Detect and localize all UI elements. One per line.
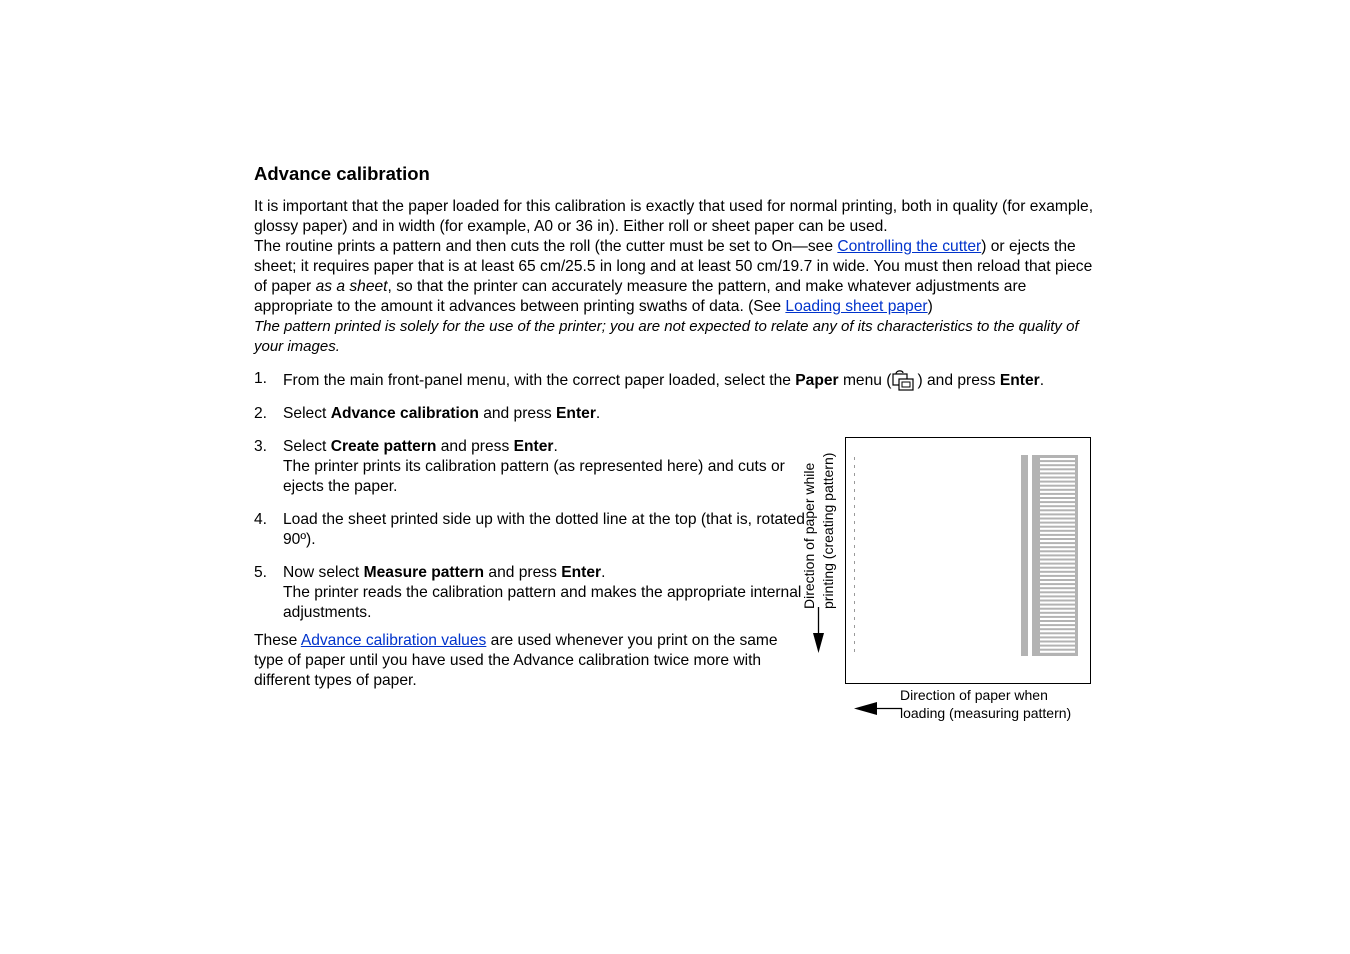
pattern-stripe (1040, 520, 1075, 522)
pattern-stripe (1040, 577, 1075, 579)
pattern-stripe (1040, 474, 1075, 476)
pattern-stripe (1040, 606, 1075, 608)
page-title: Advance calibration (254, 163, 430, 184)
pattern-stripe (1040, 499, 1075, 501)
pattern-stripe (1040, 561, 1075, 563)
pattern-stripe (1040, 618, 1075, 620)
pattern-solid-bar (1021, 455, 1028, 656)
horizontal-direction-label-line1: Direction of paper when (900, 687, 1048, 703)
pattern-stripe (1040, 626, 1075, 628)
pattern-stripe (1040, 651, 1075, 653)
pattern-stripe (1040, 495, 1075, 497)
pattern-stripe (1040, 487, 1075, 489)
controlling-the-cutter-link[interactable]: Controlling the cutter (837, 238, 982, 255)
horizontal-direction-label-line2: loading (measuring pattern) (900, 705, 1072, 721)
left-arrow-icon (854, 702, 902, 715)
step-4: 4. Load the sheet printed side up with the dotted line at the top (that is, rotated 90º). (254, 511, 805, 548)
pattern-stripe (1040, 585, 1075, 587)
pattern-stripe (1040, 515, 1075, 517)
advance-calibration-values-link[interactable]: Advance calibration values (300, 632, 487, 649)
step-3: 3. Select Create pattern and press Enter. The printer prints its calibration pattern (as represented here) and cuts or ejects the paper. (254, 438, 785, 495)
intro-paragraph-2: The routine prints a pattern and then cuts the roll (the cutter must be set to On—see Controlling the cutter) or ejects the sheet; it requires paper that is at least 65 cm/25.5 in long and at least 50 cm/19.7 in wide. You must then reload that piece of paper as a sheet, so that the printer can accurately measure the pattern, and make whatever adjustments are appropriate to the amount it advances between printing swaths of data. (See Loading sheet paper) (254, 238, 1093, 315)
pattern-stripe (1040, 462, 1075, 464)
pattern-stripe (1040, 524, 1075, 526)
pattern-stripe (1040, 479, 1075, 481)
pattern-stripe (1040, 630, 1075, 632)
pattern-stripe (1040, 540, 1075, 542)
step-2: 2. Select Advance calibration and press Enter. (254, 405, 601, 422)
pattern-stripe (1040, 569, 1075, 571)
pattern-stripe (1040, 458, 1075, 460)
pattern-stripe (1040, 503, 1075, 505)
closing-paragraph: These Advance calibration values are used whenever you print on the same type of paper until you have used the Advance calibration twice more with different types of paper. (254, 632, 778, 689)
pattern-stripe (1040, 614, 1075, 616)
pattern-stripe (1040, 602, 1075, 604)
pattern-stripe (1040, 544, 1075, 546)
loading-sheet-paper-link[interactable]: Loading sheet paper (785, 298, 928, 315)
vertical-direction-label-line1: Direction of paper while (801, 462, 817, 609)
pattern-stripe (1040, 643, 1075, 645)
pattern-stripes (1032, 455, 1078, 656)
pattern-stripe (1040, 581, 1075, 583)
pattern-stripe (1040, 552, 1075, 554)
step-3-detail: The printer prints its calibration pattern (as represented here) and cuts or ejects the paper. (283, 458, 785, 495)
note-text: The pattern printed is solely for the use of the printer; you are not expected to relate any of its characteristics to the quality of your images. (254, 318, 1079, 355)
step-5-detail: The printer reads the calibration pattern and makes the appropriate internal adjustments. (283, 584, 802, 621)
paper-menu-icon (891, 369, 917, 391)
pattern-stripe (1040, 638, 1075, 640)
pattern-stripe (1040, 532, 1075, 534)
step-5: 5. Now select Measure pattern and press Enter. The printer reads the calibration pattern and makes the appropriate internal adjustments. (254, 564, 802, 621)
intro-paragraph-1: It is important that the paper loaded for this calibration is exactly that used for normal printing, both in quality (for example, glossy paper) and in width (for example, A0 or 36 in). Either roll or sheet paper can be used. (254, 198, 1094, 235)
pattern-stripe (1040, 593, 1075, 595)
pattern-stripe (1040, 610, 1075, 612)
pattern-stripe (1040, 491, 1075, 493)
pattern-stripe (1040, 483, 1075, 485)
down-arrow-icon (813, 607, 824, 653)
vertical-direction-label-line2: printing (creating pattern) (820, 452, 836, 609)
step-1: 1. From the main front-panel menu, with the correct paper loaded, select the Paper menu ( ) and press Enter. (254, 370, 1045, 389)
pattern-stripe (1040, 548, 1075, 550)
pattern-stripe (1040, 573, 1075, 575)
pattern-stripe (1040, 511, 1075, 513)
pattern-stripe (1040, 470, 1075, 472)
pattern-stripe (1040, 528, 1075, 530)
pattern-stripe (1040, 589, 1075, 591)
pattern-stripe (1040, 466, 1075, 468)
pattern-stripe (1040, 507, 1075, 509)
pattern-stripe (1040, 536, 1075, 538)
pattern-stripe (1040, 556, 1075, 558)
pattern-stripe (1040, 634, 1075, 636)
pattern-stripe (1040, 565, 1075, 567)
pattern-stripe (1040, 597, 1075, 599)
pattern-frame (1032, 455, 1078, 656)
pattern-stripe (1040, 647, 1075, 649)
calibration-pattern-figure (790, 427, 1100, 737)
pattern-stripe (1040, 622, 1075, 624)
